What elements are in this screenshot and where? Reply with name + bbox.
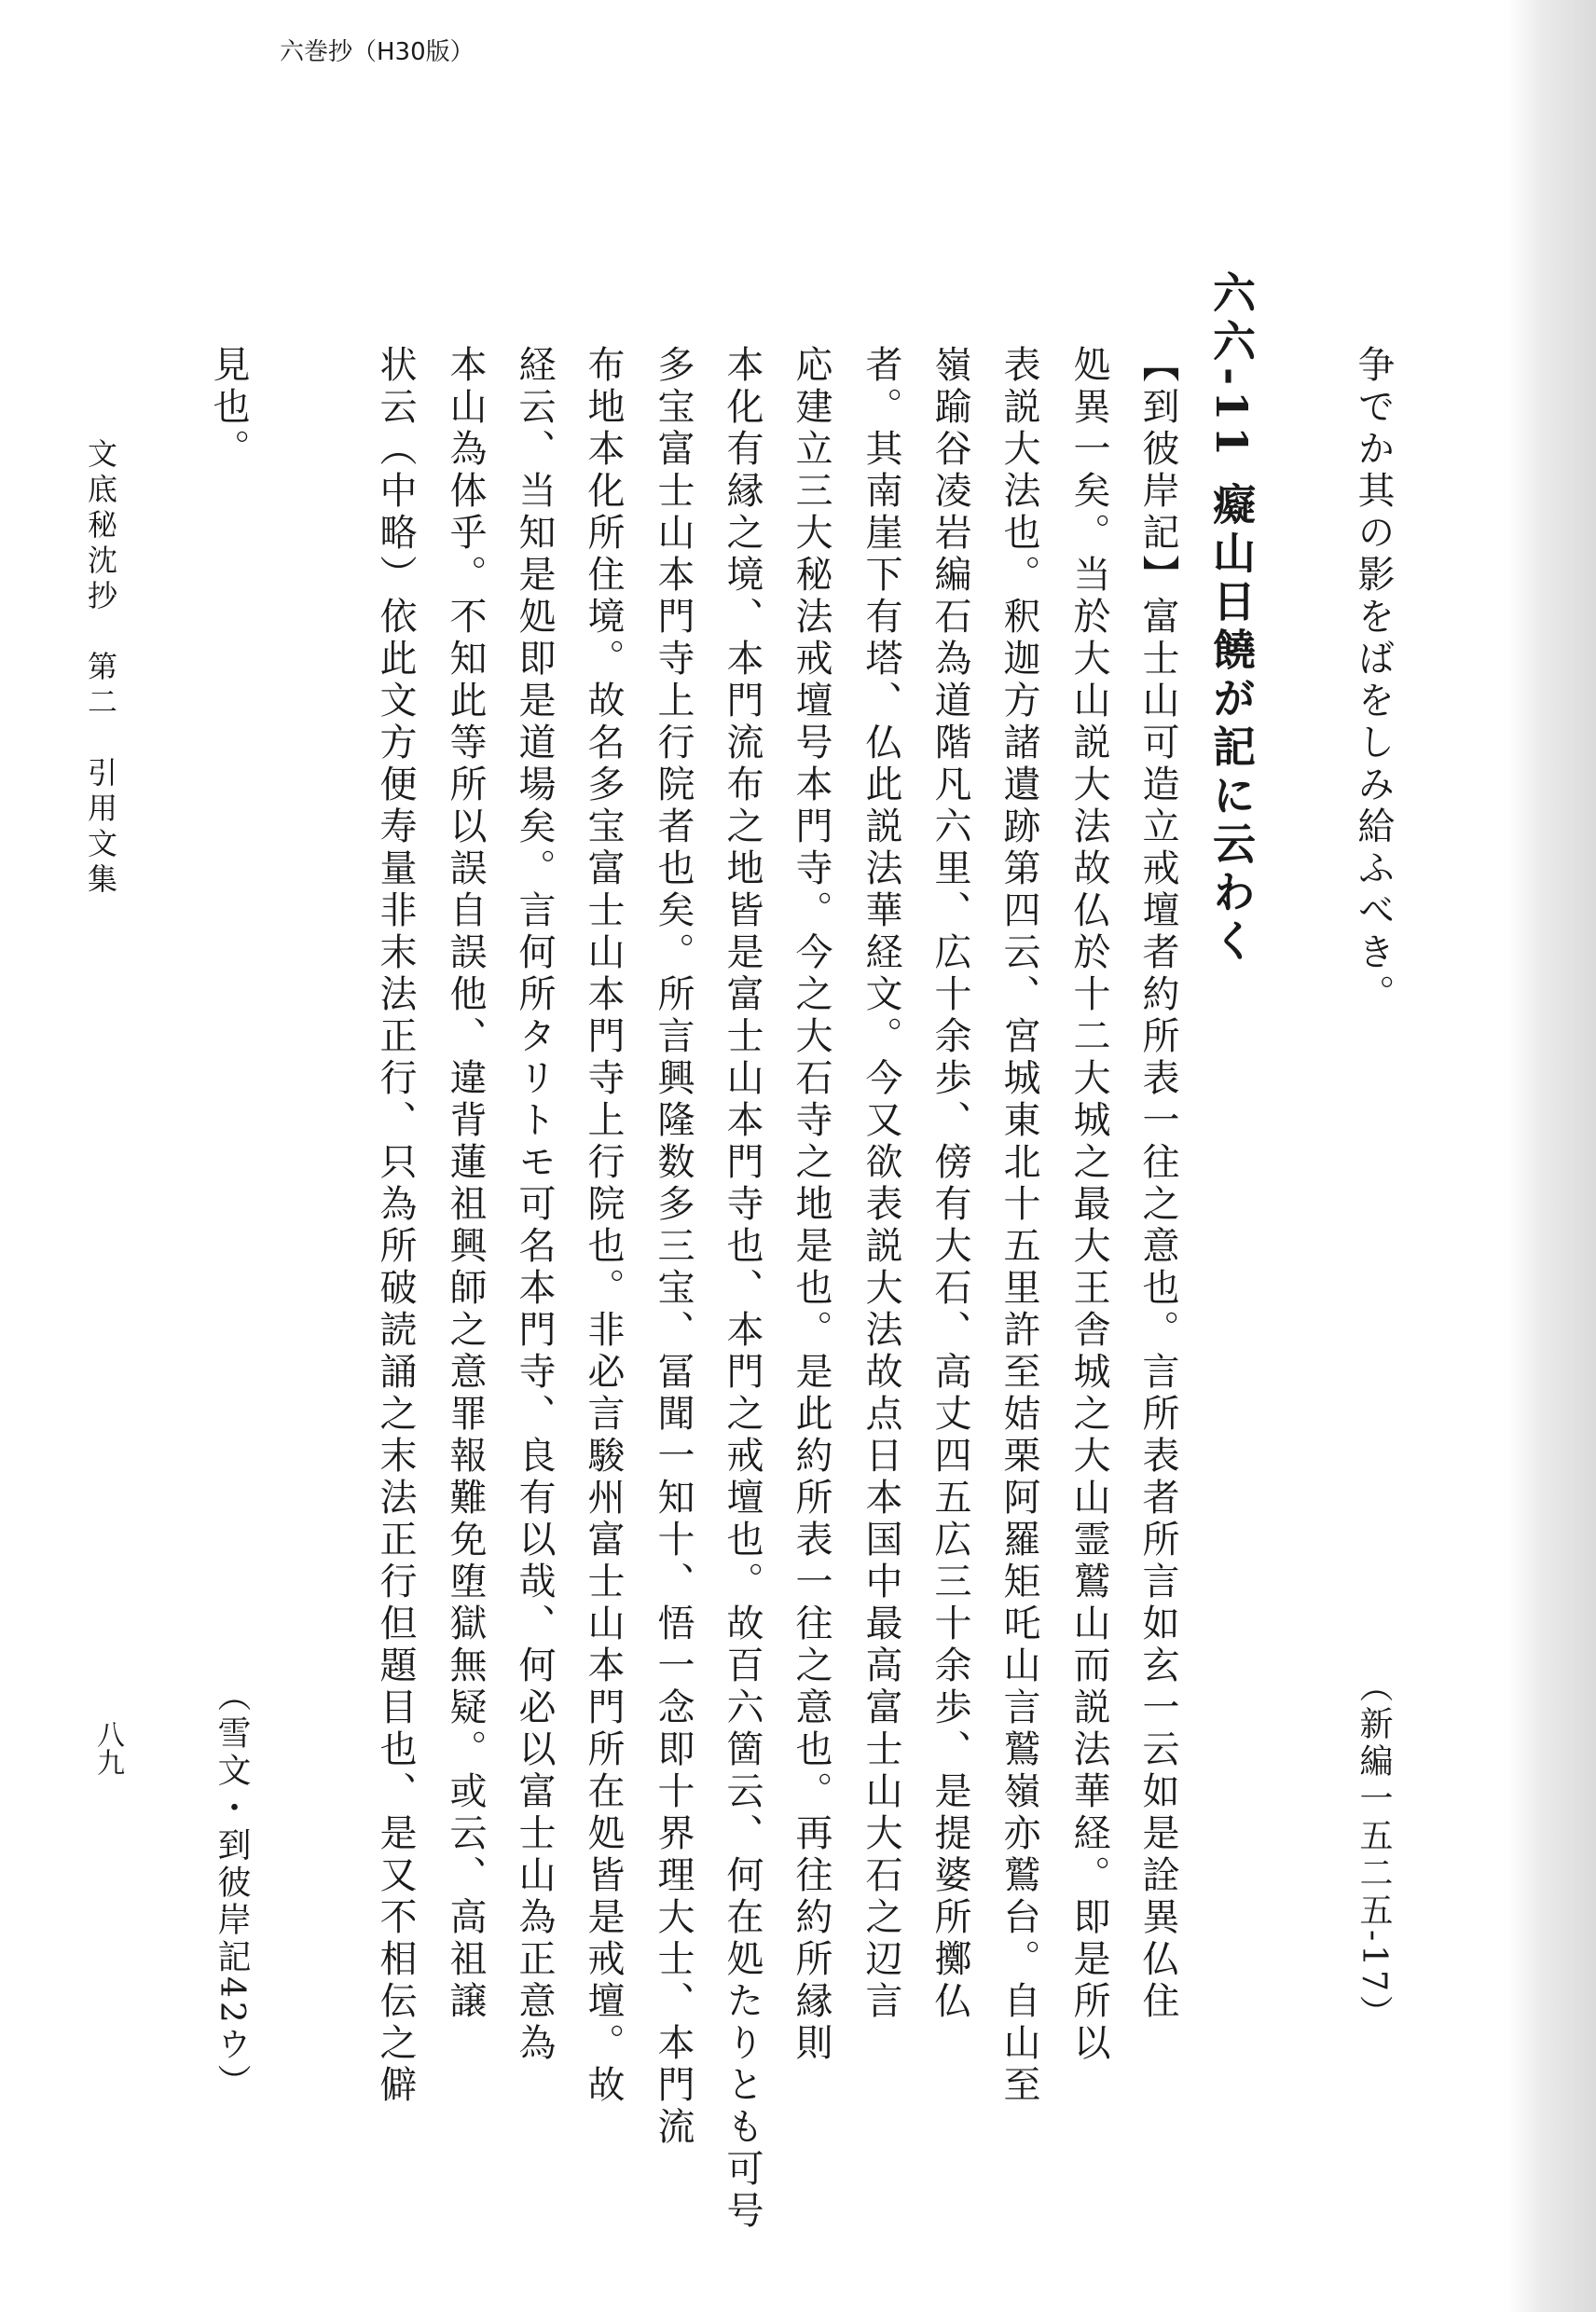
body-line-3: 表説大法也。釈迦方諸遺跡第四云、宮城東北十五里許至姞栗阿羅矩吒山言鷲嶺亦鷲台。自山至: [998, 345, 1040, 2107]
body-line-7: 本化有縁之境、本門流布之地皆是富士山本門寺也、本門之戒壇也。故百六箇云、何在処たりとも可号: [721, 345, 764, 2233]
body-line-8: 多宝富士山本門寺上行院者也矣。所言興隆数多三宝、冨聞一知十、悟一念即十界理大士、本門流: [652, 345, 695, 2149]
body-line-12: 状云（中略）依此文方便寿量非末法正行、只為所破読誦之末法正行但題目也、是又不相伝之僻: [374, 345, 417, 2107]
section-heading: [1206, 270, 1257, 968]
body-line-11: 本山為体乎。不知此等所以誤自誤他、違背蓮祖興師之意罪報難免堕獄無疑。或云、高祖譲: [444, 345, 487, 2023]
body-line-6: 応建立三大秘法戒壇号本門寺。今之大石寺之地是也。是此約所表一往之意也。再往約所縁則: [790, 345, 832, 2065]
body-line-1: [1136, 345, 1179, 2023]
body-line-1-text: 富士山可造立戒壇者約所表一往之意也。言所表者所言如玄一云如是詮異仏住: [1136, 597, 1179, 2023]
body-line-9: 布地本化所住境。故名多宝富士山本門寺上行院也。非必言駿州富士山本門所在処皆是戒壇。故: [582, 345, 625, 2107]
body-line-13: 見也。: [207, 345, 250, 471]
body-line-5: 者。其南崖下有塔、仏此説法華経文。今又欲表説大法故点日本国中最高富士山大石之辺言: [860, 345, 902, 2023]
bracket-title: 【到彼岸記】: [1136, 345, 1179, 597]
source-reference-bottom: （雪文・到彼岸記42ウ）: [213, 1678, 251, 2101]
body-line-opening: 争でか其の影をばをしみ給ふべき。: [1352, 345, 1395, 1016]
running-header: 六巻抄（H30版）: [280, 38, 475, 66]
section-title: 癡山日饒が記に云わく: [1206, 482, 1257, 968]
source-reference-top: （新編一五二五-17）: [1355, 1669, 1393, 2032]
body-line-4: 嶺踰谷凌岩編石為道階凡六里、広十余歩、傍有大石、高丈四五広三十余歩、是提婆所擲仏: [929, 345, 971, 2023]
section-number: 六六-11: [1206, 270, 1257, 462]
page-number: 八九: [91, 1720, 124, 1776]
body-line-10: 経云、当知是処即是道場矣。言何所タリトモ可名本門寺、良有以哉、何必以富士山為正意為: [513, 345, 556, 2065]
page-edge-shadow: [1507, 0, 1596, 2312]
body-line-2: 処異一矣。当於大山説大法故仏於十二大城之最大王舎城之大山霊鷲山而説法華経。即是所以: [1067, 345, 1110, 2065]
footer-book-title: 文底秘沈抄 第二 引用文集: [83, 438, 118, 899]
